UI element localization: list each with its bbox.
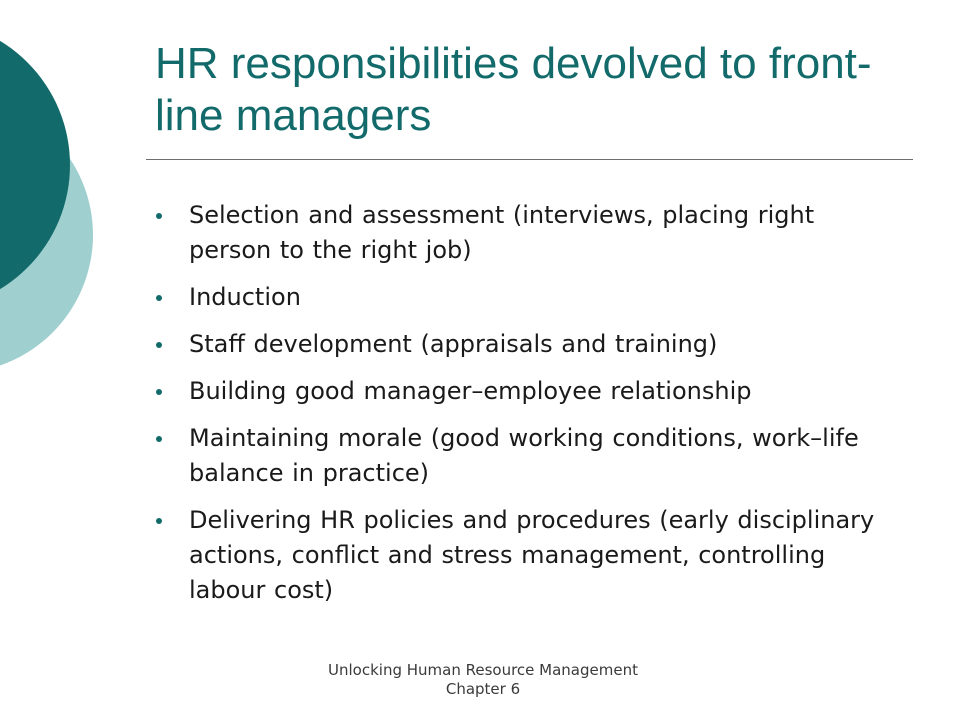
bullet-text: Selection and assessment (interviews, placing right person to the right job) [189,201,815,264]
bullet-text: Staff development (appraisals and training) [189,330,718,358]
bullet-text: Delivering HR policies and procedures (early disciplinary actions, conflict and stress management, controlling labour cost) [189,506,875,604]
footer-chapter: Chapter 6 [445,680,521,698]
bullet-dot-icon [156,295,162,301]
bullet-dot-icon [156,389,162,395]
bullet-text: Building good manager–employee relationship [189,377,752,405]
bullet-item [156,280,876,315]
footer-book-title: Unlocking Human Resource Management [328,661,638,679]
bullet-text: Induction [189,283,301,311]
bullet-item [156,374,876,409]
bullet-item [156,327,876,362]
bullet-dot-icon [156,342,162,348]
slide-title: HR responsibilities devolved to front-line managers [155,39,872,140]
bullet-item [156,421,876,491]
title-divider [146,159,913,160]
bullet-dot-icon [156,518,162,524]
bullet-item [156,198,876,268]
bullet-list [156,198,876,620]
bullet-item [156,503,876,608]
decorative-circles [0,0,120,400]
slide-footer [280,661,686,699]
bullet-text: Maintaining morale (good working conditions, work–life balance in practice) [189,424,859,487]
bullet-dot-icon [156,213,162,219]
bullet-dot-icon [156,436,162,442]
